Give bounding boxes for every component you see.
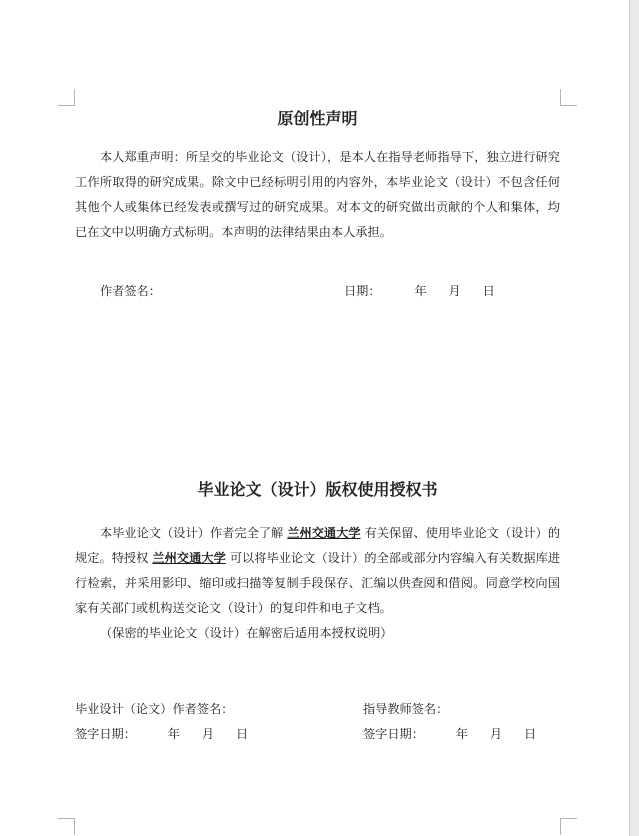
advisor-day-label: 日 [523,727,537,741]
author-month-label: 月 [201,727,215,741]
university-name-2: 兰州交通大学 [152,551,226,565]
declaration-author-sign-label: 作者签名： [100,284,161,298]
crop-mark-bottom-left [58,818,75,835]
authorization-body-part3: 可以将毕业论文（设计）的全部或部分内容编入有关数据库进行检索，并采用影印、缩印或扫描等复制手段保存、汇编以供查阅和借阅。同意学校向国家有关部门或机构送交论文（设计）的复印件和电子文档。 [75,551,561,615]
advisor-month-label: 月 [489,727,503,741]
declaration-year-label: 年 [414,284,427,298]
crop-mark-bottom-right [560,818,577,835]
authorization-body-part2: 有关保留、使用毕业论文（设计）的规定。特授权 [75,526,561,565]
authorization-advisor-date-row [363,724,536,744]
declaration-month-label: 月 [448,284,461,298]
author-year-label: 年 [167,727,180,741]
declaration-date-label: 日期： [344,284,381,298]
declaration-title: 原创性声明 [277,109,358,128]
confidential-note: （保密的毕业论文（设计）在解密后适用本授权说明） [100,626,393,640]
author-day-label: 日 [235,727,249,741]
declaration-date-row [344,281,495,301]
crop-mark-top-right [560,89,577,106]
author-sign-date-label: 签字日期： [75,727,136,741]
authorization-advisor-sign-label: 指导教师签名： [363,702,449,716]
authorization-body-part1: 本毕业论文（设计）作者完全了解 [100,526,284,540]
authorization-body [75,521,560,621]
authorization-author-date-row [75,724,248,744]
authorization-title: 毕业论文（设计）版权使用授权书 [197,480,438,499]
crop-mark-top-left [58,89,75,106]
authorization-author-sign-label: 毕业设计（论文）作者签名： [75,702,234,716]
page-edge [629,0,639,836]
university-name-1: 兰州交通大学 [287,526,361,540]
advisor-year-label: 年 [455,727,468,741]
advisor-sign-date-label: 签字日期： [363,727,424,741]
declaration-body: 本人郑重声明：所呈交的毕业论文（设计），是本人在指导老师指导下，独立进行研究工作所取得的研究成果。除文中已经标明引用的内容外，本毕业论文（设计）不包含任何其他个人或集体已经发表或撰写过的研究成果。对本文的研究做出贡献的个人和集体，均已在文中以明确方式标明。本声明的法律结果由本人承担。 [75,150,560,239]
declaration-day-label: 日 [482,284,495,298]
